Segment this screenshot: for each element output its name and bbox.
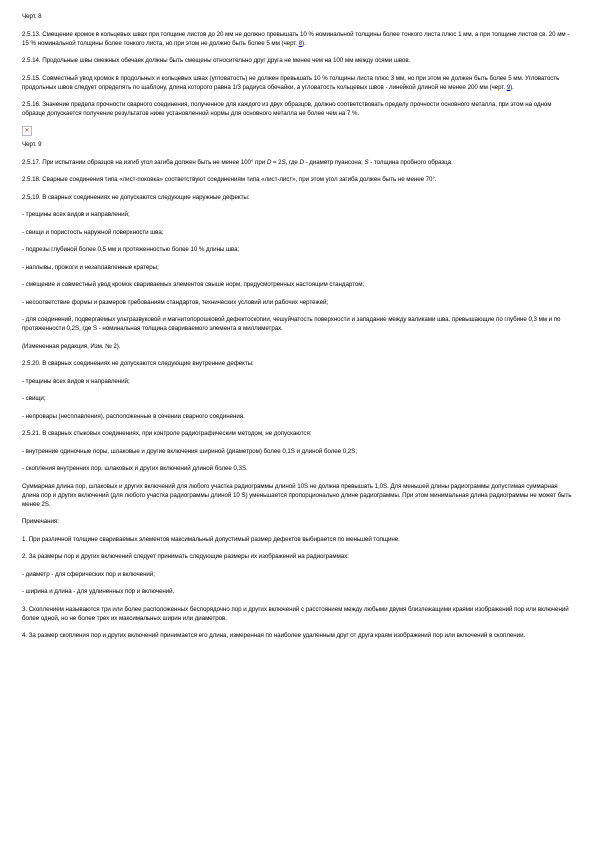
clause-2-5-21: 2.5.21. В сварных стыковых соединениях, при контроле радиографическим методом, не допускаются:	[22, 430, 312, 437]
symbol-d: D	[299, 158, 304, 166]
figure-9-link[interactable]: 9	[506, 83, 511, 91]
note-2-item: - диаметр - для сферических пор и включений;	[22, 570, 155, 578]
defect-item: - свищи;	[22, 395, 46, 402]
clause-2-5-15	[22, 74, 574, 92]
clause-2-5-15-text: 2.5.15. Совместный увод кромок в продольных и кольцевых швах (угловатость) не должен превышать 10 % толщины листа плюс 3 мм, но при этом не должен быть более 5 мм. Угловатость продольных швов следует определять по шаблону, длина которого равна 1/3 радиуса обечайки, а угловатость кольцевых швов - линейкой длиной не менее 200 мм (черт.	[22, 74, 560, 91]
clause-2-5-17-part-c: , где	[285, 158, 300, 166]
note-3: 3. Скоплением называются три или более расположенных беспорядочно пор и других включений с расстоянием между любыми двумя близлежащими краями изображений пор или включений более одной, но не более трех их максимальных ширин или диаметров.	[22, 605, 569, 622]
notes-heading: Примечания:	[22, 518, 59, 525]
clause-2-5-13-end: ).	[302, 39, 306, 47]
clause-2-5-19: 2.5.19. В сварных соединениях не допускаются следующие наружные дефекты:	[22, 193, 250, 201]
clause-2-5-17-part-d: - диаметр пуансона;	[303, 158, 365, 166]
defect-item: - несоответствие формы и размеров требованиям стандартов, технических условий или рабочих чертежей;	[22, 298, 329, 306]
clause-2-5-17-part-b: = 2	[271, 158, 282, 166]
document-page	[22, 12, 574, 640]
clause-2-5-15-end: ).	[510, 83, 514, 91]
symbol-s: S	[364, 158, 369, 166]
broken-image-glyph: ✕	[24, 128, 30, 134]
defect-item: - внутренние одиночные поры, шлаковые и другие включения шириной (диаметром) более 0,1S и длиной более 0,2S;	[22, 447, 357, 455]
note-2: 2. За размеры пор и других включений следует принимать следующие размеры их изображений на радиограммах:	[22, 553, 349, 560]
defect-item: - смещение и совместный увод кромок свариваемых элементов свыше норм, предусмотренных настоящим стандартом;	[22, 281, 365, 288]
clause-2-5-20: 2.5.20. В сварных соединениях не допускаются следующие внутренние дефекты:	[22, 360, 254, 367]
defect-item: - наплывы, прожоги и незаплавленные кратеры;	[22, 263, 159, 271]
note-1: 1. При различной толщине свариваемых элементов максимальный допустимый размер дефектов выбирается по меньшей толщине.	[22, 535, 400, 543]
clause-2-5-18: 2.5.18. Сварные соединения типа «лист-поковка» соответствуют соединениям типа «лист-лист», при этом угол загиба должен быть не менее 70°.	[22, 176, 437, 183]
figure-9-caption: Черт. 9	[22, 141, 42, 148]
defect-item: - подрезы глубиной более 0,5 мм и протяженностью более 10 % длины шва;	[22, 246, 240, 253]
defect-item: - непровары (несплавления), расположенные в сечении сварного соединения.	[22, 412, 245, 420]
figure-8-link[interactable]: 8	[298, 39, 303, 47]
note-4: 4. За размер скопления пор и других включений принимается его длина, измеренная по наиболее удаленным друг от друга краям изображений пор или включений в скоплении.	[22, 632, 526, 639]
revision-note: (Измененная редакция, Изм. № 2).	[22, 342, 121, 350]
defect-item: - свищи и пористость наружной поверхности шва;	[22, 228, 164, 236]
defect-item: - трещины всех видов и направлений;	[22, 377, 130, 385]
symbol-s: S	[281, 158, 286, 166]
figure-8-caption: Черт. 8	[22, 13, 42, 20]
clause-2-5-17-part-e: - толщина пробного образца.	[368, 158, 453, 166]
clause-2-5-17	[22, 158, 574, 167]
defect-item: - скопления внутренних пор, шлаковых и других включений длиной более 0,3S.	[22, 465, 248, 472]
broken-image-icon	[22, 126, 32, 136]
symbol-d: D	[266, 158, 272, 166]
clause-2-5-14: 2.5.14. Продольные швы смежных обечаек должны быть смещены относительно друг друга не менее чем на 100 мм между осями швов.	[22, 57, 411, 64]
note-2-item: - ширина и длина - для удлиненных пор и включений.	[22, 588, 175, 595]
clause-2-5-17-part-a: 2.5.17. При испытании образцов на изгиб угол загиба должен быть не менее 100° при	[22, 158, 267, 166]
summary-paragraph: Суммарная длина пор, шлаковых и других включений для любого участка радиограммы длиной 10S не должна превышать 1,0S. Для меньшей длины радиограммы допустимая суммарная длина пор и других включений (для любого участка радиограммы длиной 10 S) уменьшается пропорционально длине радиограммы. При этом минимальная длина радиограммы не может быть менее 2S.	[22, 482, 572, 508]
defect-item: - для соединений, подвергаемых ультразвуковой и магнитопорошковой дефектоскопии, чешуйчатость поверхности и западание между валиками шва, превышающие по глубине 0,3 мм и по протяженности 0,2S, где S - номинальная толщина свариваемого элемента в миллиметрах.	[22, 316, 561, 332]
defect-item: - трещины всех видов и направлений;	[22, 211, 130, 218]
clause-2-5-13	[22, 30, 574, 48]
clause-2-5-13-text: 2.5.13. Смещение кромок в кольцевых швах при толщине листов до 20 мм не должно превышать 10 % номинальной толщины более тонкого листа плюс 1 мм, а при толщине листов св. 20 мм - 15 % номинальной толщины более тонкого листа, но при этом не должно быть более 5 мм (черт.	[22, 30, 570, 47]
clause-2-5-16: 2.5.16. Значение предела прочности сварного соединения, полученное для каждого из двух образцов, должно соответствовать пределу прочности основного металла, при этом на одном образце допускается получение результатов ниже установленной нормы для основного металла не более чем на 7 %.	[22, 101, 552, 117]
